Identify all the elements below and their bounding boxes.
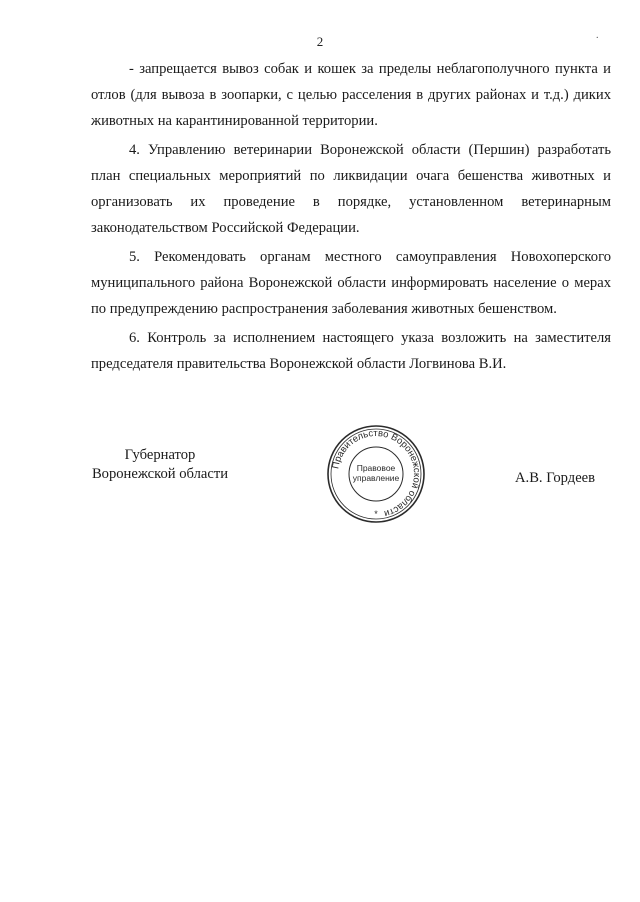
seal-ring-text: Правительство Воронежской области	[330, 427, 423, 520]
seal-center-line1: Правовое	[356, 463, 396, 473]
governor-name: А.В. Гордеев	[515, 470, 596, 486]
seal-star-icon: *	[374, 509, 378, 519]
governor-title	[80, 446, 240, 484]
paragraph-prohibition: - запрещается вывоз собак и кошек за пределы неблагополучного пункта и отлов (для вывоза в зоопарки, с целью расселения в других районах и т.д.) диких животных на карантинированной территории.	[91, 61, 611, 129]
document-body	[91, 56, 611, 380]
corner-mark: .	[596, 30, 599, 41]
governor-title-line1: Губернатор	[124, 447, 196, 463]
paragraph-item-4: 4. Управлению ветеринарии Воронежской области (Першин) разработать план специальных мероприятий по ликвидации очага бешенства животных и организовать их проведение в порядке, установленном ветеринарным законодательством Российской Федерации.	[91, 142, 611, 236]
official-seal-stamp	[325, 423, 427, 525]
seal-center-line2: управление	[352, 473, 400, 483]
governor-title-line2: Воронежской области	[91, 466, 229, 482]
paragraph-item-5: 5. Рекомендовать органам местного самоуправления Новохоперского муниципального района Воронежской области информировать население о мерах по предупреждению распространения заболевания животных бешенством.	[91, 249, 611, 317]
signature-block	[0, 446, 640, 526]
paragraph-item-6: 6. Контроль за исполнением настоящего указа возложить на заместителя председателя правительства Воронежской области Логвинова В.И.	[91, 330, 611, 372]
page-number: 2	[316, 34, 324, 49]
